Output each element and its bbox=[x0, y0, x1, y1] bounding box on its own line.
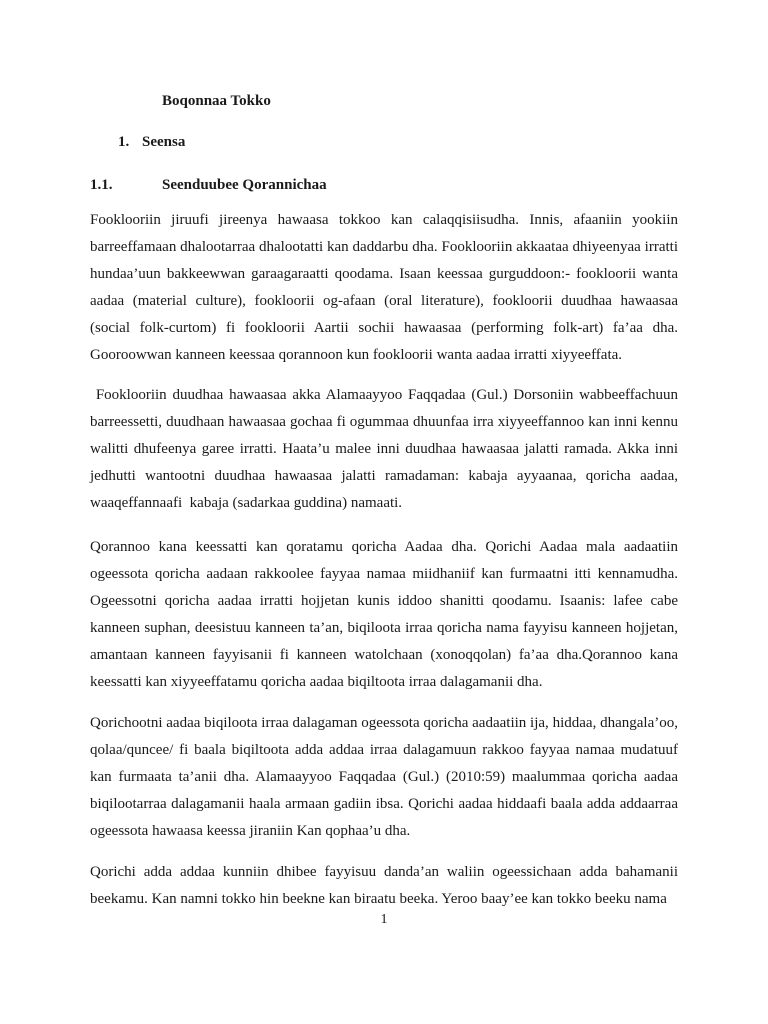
chapter-title: Boqonnaa Tokko bbox=[162, 93, 271, 109]
paragraph-4: Qorichootni aadaa biqiloota irraa dalagaman ogeessota qoricha aadaatiin ija, hiddaa, dhangala’oo, qolaa/quncee/ fi baala biqiltoota adda addaa irraa dalagamuun rakkoo fayyaa namaa mudatuuf kan furmaata ta’anii dha. Alamaayyoo Faqqadaa (Gul.) (2010:59) maalummaa qoricha aadaa biqilootarraa dalagamanii haala armaan gadiin ibsa. Qorichi aadaa hiddaafi baala adda addaarraa ogeessota hawaasa keessa jiraniin Kan qophaa’u dha. bbox=[90, 715, 678, 839]
paragraph-2: Fooklooriin duudhaa hawaasaa akka Alamaayyoo Faqqadaa (Gul.) Dorsoniin wabbeeffachuun barreessetti, duudhaan hawaasaa gochaa fi ogummaa dhuunfaa irra xiyyeeffannoo kan inni kennu walitti dhufeenya garee irratti. Haata’u malee inni duudhaa hawaasaa jalatti ramada. Akka inni jedhutti wantootni duudhaa hawaasaa jalatti ramadaman: kabaja ayyaanaa, qoricha aadaa, waaqeffannaafi kabaja (sadarkaa guddina) namaati. bbox=[90, 387, 682, 511]
section-heading bbox=[118, 134, 185, 151]
paragraph-1: Fooklooriin jiruufi jireenya hawaasa tokkoo kan calaqqisiisudha. Innis, afaaniin yookiin barreeffamaan dhalootarraa dhalootatti kan daddarbu dha. Fooklooriin akkaataa dhiyeenyaa irratti hundaa’uun bakkeewwan garaagaraatti qoodama. Isaan keessaa gurguddoon:- fookloorii wanta aadaa (material culture), fookloorii og-afaan (oral literature), fookloorii duudhaa hawaasaa (social folk-curtom) fi fookloorii Aartii sochii hawaasaa (performing folk-art) fa’aa dha. Gooroowwan kanneen keessaa qorannoon kun fookloorii wanta aadaa irratti xiyyeeffata. bbox=[90, 212, 678, 363]
section-title: Seensa bbox=[142, 134, 186, 150]
page-number: 1 bbox=[380, 912, 388, 927]
subsection-number: 1.1. bbox=[90, 177, 113, 193]
subsection-heading bbox=[90, 177, 327, 194]
paragraph-5: Qorichi adda addaa kunniin dhibee fayyisuu danda’an waliin ogeessichaan adda bahamanii beekamu. Kan namni tokko hin beekne kan biraatu beeka. Yeroo baay’ee kan tokko beeku nama bbox=[90, 864, 678, 907]
section-number: 1. bbox=[118, 134, 130, 150]
paragraph-3: Qorannoo kana keessatti kan qoratamu qoricha Aadaa dha. Qorichi Aadaa mala aadaatiin ogeessota qoricha aadaan rakkoolee fayyaa namaa miidhaniif kan furmaatni itti kennamudha. Ogeessotni qoricha aadaa irratti hojjetan kunis iddoo shanitti qoodamu. Isaanis: lafee cabe kanneen suphan, deesistuu kanneen ta’an, biqiloota irraa qoricha nama fayyisu kanneen hojjetan, amantaan kanneen fayyisanii fi kanneen watolchaan (xonoqqolan) fa’aa dha.Qorannoo kana keessatti kan xiyyeeffatamu qoricha aadaa biqiltoota irraa dalagamanii dha. bbox=[90, 539, 678, 690]
subsection-title: Seenduubee Qorannichaa bbox=[162, 177, 327, 193]
